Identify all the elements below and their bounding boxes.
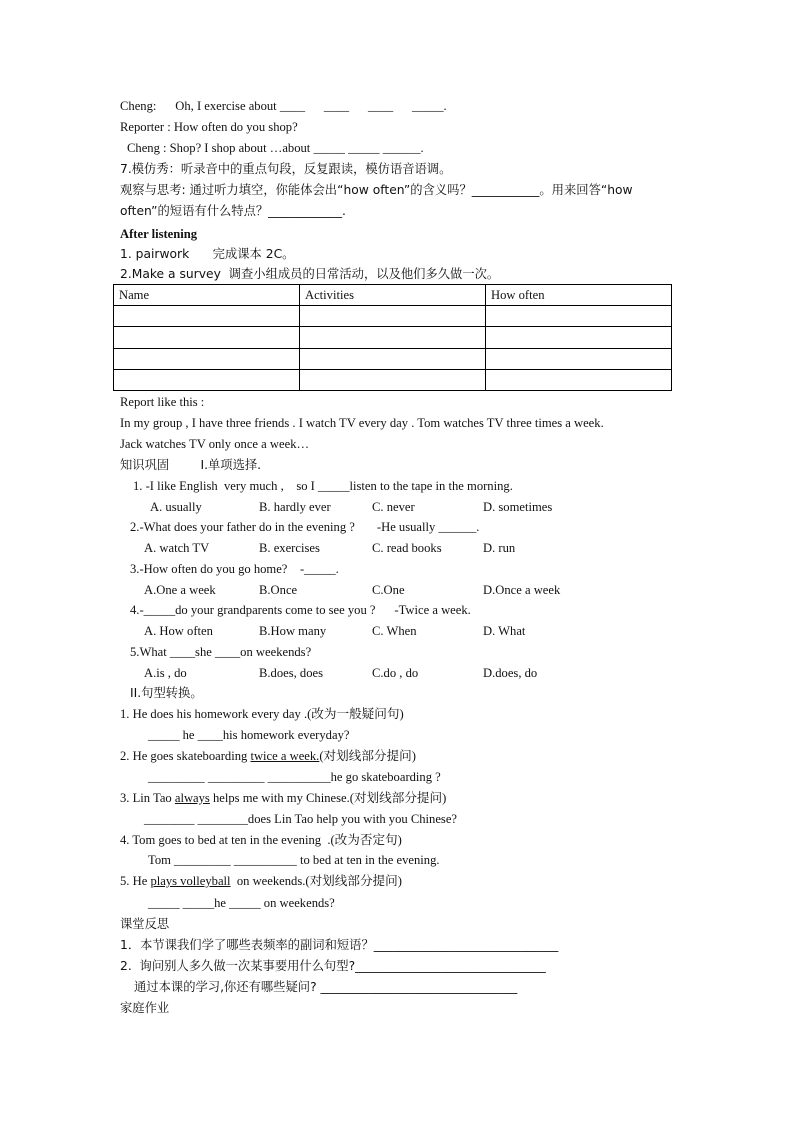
table-cell[interactable]: [486, 348, 672, 369]
q1-option-b: B. hardly ever: [259, 500, 331, 514]
q3-option-d: D.Once a week: [483, 583, 561, 597]
table-cell[interactable]: [114, 327, 300, 348]
dialogue-cheng-1: Cheng: Oh, I exercise about ____ ____ ____ _____.: [120, 99, 447, 113]
survey-task: 2.Make a survey 调查小组成员的日常活动，以及他们多久做一次。: [120, 267, 500, 281]
table-cell[interactable]: [300, 327, 486, 348]
report-intro: Report like this :: [120, 395, 205, 409]
transform-2-answer: _________ _________ __________he go skateboarding ?: [148, 770, 441, 784]
report-line-2: Jack watches TV only once a week…: [120, 437, 310, 451]
transform-3-answer: ________ ________does Lin Tao help you with you Chinese?: [144, 812, 457, 826]
table-row: [114, 327, 672, 348]
q3-option-a: A.One a week: [144, 583, 216, 597]
table-row: [114, 306, 672, 327]
q4-option-d: D. What: [483, 624, 526, 638]
q2-option-a: A. watch TV: [144, 541, 210, 555]
q4-option-c: C. When: [372, 624, 417, 638]
table-row: [114, 348, 672, 369]
transform-1-answer: _____ he ____his homework everyday?: [148, 728, 350, 742]
table-cell[interactable]: [486, 327, 672, 348]
transform-4-answer: Tom _________ __________ to bed at ten in the evening.: [148, 853, 440, 867]
q4-option-a: A. How often: [144, 624, 213, 638]
reflection-question-2: 2. 询问别人多久做一次某事要用什么句型?_______________________________: [120, 959, 546, 973]
transform-5-answer: _____ _____he _____ on weekends?: [148, 896, 335, 910]
q1-option-c: C. never: [372, 500, 415, 514]
transform-3-underlined: always: [174, 791, 210, 805]
transform-2-prompt: [120, 748, 416, 764]
transform-2-instruction: (对划线部分提问): [319, 749, 416, 763]
observe-line-1: 观察与思考: 通过听力填空，你能体会出“how often”的含义吗？___________。用来回答“how: [120, 183, 633, 197]
header-activities: Activities: [300, 285, 486, 306]
dialogue-cheng-2: Cheng : Shop? I shop about …about _____ _____ ______.: [127, 141, 424, 155]
question-4: 4.-_____do your grandparents come to see you ? -Twice a week.: [130, 603, 471, 617]
q5-option-b: B.does, does: [259, 666, 324, 680]
q2-option-d: D. run: [483, 541, 516, 555]
reflection-question-3: 通过本课的学习,你还有哪些疑问? ________________________________: [134, 980, 518, 994]
table-cell[interactable]: [114, 348, 300, 369]
q5-option-a: A.is , do: [144, 666, 187, 680]
question-3: 3.-How often do you go home? -_____.: [130, 562, 339, 576]
header-how-often: How often: [486, 285, 672, 306]
table-cell[interactable]: [486, 306, 672, 327]
transform-5-prompt: [120, 873, 402, 889]
transform-4-prompt: 4. Tom goes to bed at ten in the evening .(改为否定句): [120, 833, 402, 847]
transform-3-prompt: [120, 790, 446, 806]
transform-5-underlined: plays volleyball: [150, 874, 231, 888]
transform-2-text: 2. He goes skateboarding: [120, 749, 251, 763]
after-listening-heading: After listening: [120, 227, 198, 241]
table-header-row: [114, 285, 672, 306]
imitate-instruction: 7.模仿秀：听录音中的重点句段，反复跟读，模仿语音语调。: [120, 162, 452, 176]
table-cell[interactable]: [114, 306, 300, 327]
question-5: 5.What ____she ____on weekends?: [130, 645, 312, 659]
q5-option-d: D.does, do: [483, 666, 538, 680]
reflection-heading: 课堂反思: [120, 917, 170, 931]
q3-option-c: C.One: [372, 583, 405, 597]
transform-1-prompt: 1. He does his homework every day .(改为一般疑问句): [120, 707, 404, 721]
table-cell[interactable]: [300, 348, 486, 369]
transform-3-instruction: helps me with my Chinese.(对划线部分提问): [209, 791, 447, 805]
q1-option-d: D. sometimes: [483, 500, 553, 514]
table-cell[interactable]: [486, 369, 672, 390]
reflection-question-1: 1．本节课我们学了哪些表频率的副词和短语？______________________________: [120, 938, 559, 952]
transform-5-text: 5. He: [120, 874, 151, 888]
question-1: 1. -I like English very much , so I _____listen to the tape in the morning.: [133, 479, 513, 493]
q2-option-c: C. read books: [372, 541, 442, 555]
q4-option-b: B.How many: [259, 624, 327, 638]
homework-heading: 家庭作业: [120, 1001, 170, 1015]
transform-heading: II.句型转换。: [130, 686, 203, 700]
table-cell[interactable]: [300, 369, 486, 390]
table-cell[interactable]: [300, 306, 486, 327]
q1-option-a: A. usually: [150, 500, 202, 514]
q5-option-c: C.do , do: [372, 666, 419, 680]
pairwork-task: 1. pairwork 完成课本 2C。: [120, 247, 295, 261]
report-line-1: In my group , I have three friends . I watch TV every day . Tom watches TV three times a week.: [120, 416, 604, 430]
table-cell[interactable]: [114, 369, 300, 390]
header-name: Name: [114, 285, 300, 306]
q2-option-b: B. exercises: [259, 541, 320, 555]
table-row: [114, 369, 672, 390]
observe-line-2: often”的短语有什么特点？____________.: [120, 204, 346, 218]
transform-2-underlined: twice a week.: [250, 749, 320, 763]
transform-5-instruction: on weekends.(对划线部分提问): [230, 874, 402, 888]
q3-option-b: B.Once: [259, 583, 298, 597]
dialogue-reporter: Reporter : How often do you shop?: [120, 120, 298, 134]
consolidate-heading: 知识巩固 I.单项选择.: [120, 458, 262, 472]
question-2: 2.-What does your father do in the evening ? -He usually ______.: [130, 520, 480, 534]
transform-3-text: 3. Lin Tao: [120, 791, 175, 805]
survey-table: [113, 284, 672, 391]
